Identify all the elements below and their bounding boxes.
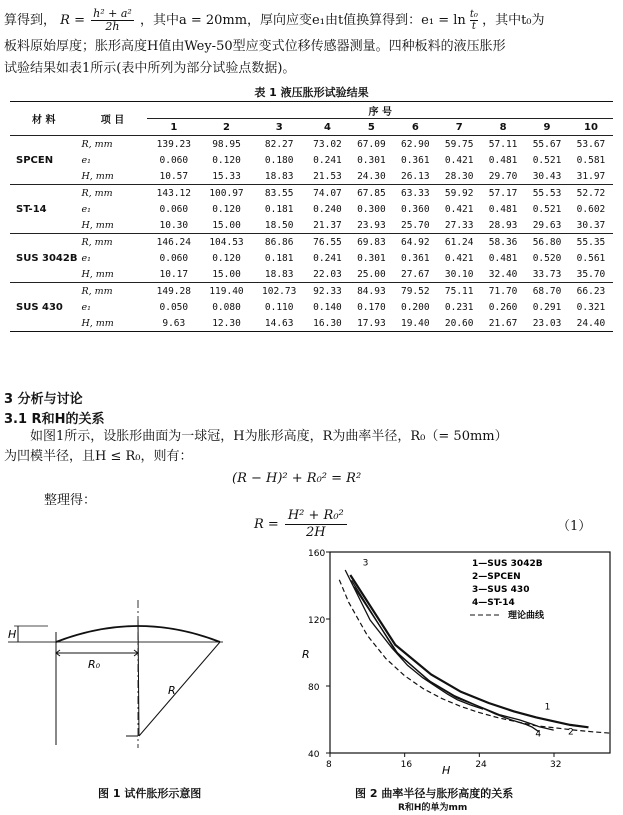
value-cell: 104.53 [200, 234, 253, 251]
header-number: 10 [584, 121, 598, 133]
value-cell: 0.301 [357, 154, 386, 166]
item-cell: H, mm [81, 219, 114, 231]
value-cell: 0.240 [313, 203, 342, 215]
value-cell: 22.03 [313, 268, 342, 280]
value-cell: 9.63 [162, 317, 186, 329]
value-cell: 30.37 [576, 219, 606, 231]
intro-line-3: 试验结果如表1所示(表中所列为部分试验点数据)。 [4, 61, 296, 76]
item-cell: R, mm [77, 234, 147, 251]
value-cell: 35.70 [576, 268, 606, 280]
value-cell: 100.97 [200, 185, 253, 202]
value-cell: 68.70 [525, 283, 569, 300]
plot-frame [330, 552, 610, 753]
value-cell: 21.37 [313, 219, 342, 231]
series-line-3 [345, 570, 483, 709]
value-cell: 59.75 [437, 136, 481, 153]
value-cell: 0.231 [444, 301, 474, 313]
value-cell: 56.80 [525, 234, 569, 251]
table-row [10, 299, 613, 315]
value-cell: 15.33 [212, 170, 241, 182]
value-cell: 57.17 [481, 185, 525, 202]
figure-1-caption: 图 1 试件胀形示意图 [98, 787, 202, 800]
item-cell: R, mm [77, 136, 147, 153]
x-tick-label: 8 [326, 760, 332, 770]
header-number: 6 [411, 121, 419, 133]
item-cell: e₁ [81, 154, 91, 166]
fraction-numerator: h² + a² [93, 7, 132, 20]
value-cell: 25.00 [357, 268, 386, 280]
item-cell: H, mm [81, 170, 114, 182]
fraction [470, 9, 478, 32]
text-fragment: ，其中a = 20mm，厚向应变e₁由t值换算得到：e₁ = ln [139, 13, 466, 28]
y-tick-label: 120 [308, 616, 326, 626]
value-cell: 84.93 [349, 283, 393, 300]
value-cell: 0.291 [532, 301, 562, 313]
value-cell: 0.421 [444, 252, 474, 264]
table-row [10, 266, 613, 283]
value-cell: 69.83 [349, 234, 393, 251]
label-R: R [168, 684, 176, 697]
table-row [10, 283, 613, 300]
subsection-heading: 3.1 R和H的关系 [4, 412, 105, 427]
value-cell: 32.40 [488, 268, 518, 280]
legend-entry: 2—SPCEN [472, 572, 521, 582]
intro-line-2: 板料原始厚度；胀形高度H值由Wey-50型应变式位移传感器测量。四种板料的液压胀形 [4, 39, 506, 54]
equation-fraction [285, 508, 347, 541]
value-cell: 15.00 [212, 268, 241, 280]
value-cell: 59.92 [437, 185, 481, 202]
formula-lhs: R = [60, 13, 85, 28]
results-table [10, 102, 613, 331]
value-cell: 0.110 [264, 301, 294, 313]
table-row [10, 315, 613, 331]
material-cell: SUS 3042B [16, 252, 78, 264]
material-cell [10, 266, 77, 283]
material-cell [10, 234, 77, 251]
value-cell: 0.140 [313, 301, 342, 313]
value-cell: 0.060 [159, 154, 189, 166]
value-cell: 17.93 [357, 317, 386, 329]
figure-2-caption: 图 2 曲率半径与胀形高度的关系 [355, 787, 514, 800]
value-cell: 0.361 [400, 252, 430, 264]
header-number: 2 [223, 121, 230, 133]
header-number: 5 [367, 121, 375, 133]
value-cell: 86.86 [253, 234, 306, 251]
material-cell [10, 283, 77, 300]
material-cell: SPCEN [16, 154, 54, 166]
value-cell: 66.23 [569, 283, 613, 300]
value-cell: 83.55 [253, 185, 306, 202]
value-cell: 0.080 [212, 301, 241, 313]
table-row [10, 217, 613, 234]
header-number: 1 [170, 121, 178, 133]
table-row [10, 152, 613, 168]
value-cell: 79.52 [393, 283, 437, 300]
value-cell: 0.520 [532, 252, 562, 264]
value-cell: 55.53 [525, 185, 569, 202]
header-number: 8 [499, 121, 507, 133]
table-row [10, 185, 613, 202]
x-tick-label: 32 [550, 760, 562, 770]
value-cell: 61.24 [437, 234, 481, 251]
value-cell: 0.561 [576, 252, 606, 264]
table-row [10, 250, 613, 266]
value-cell: 15.00 [212, 219, 241, 231]
value-cell: 139.23 [147, 136, 200, 153]
value-cell: 31.97 [576, 170, 606, 182]
text-fragment: ，其中t₀为 [482, 13, 545, 28]
value-cell: 0.120 [212, 203, 241, 215]
legend-entry: 4—ST-14 [472, 598, 515, 608]
table-caption: 表 1 液压胀形试验结果 [254, 86, 369, 99]
value-cell: 16.30 [313, 317, 342, 329]
table-row [10, 136, 613, 153]
text-fragment: 算得到， [4, 13, 57, 28]
material-cell [10, 217, 77, 234]
value-cell: 67.09 [349, 136, 393, 153]
value-cell: 10.17 [159, 268, 189, 280]
material-cell: ST-14 [16, 203, 47, 215]
header-number: 7 [455, 121, 463, 133]
value-cell: 0.321 [576, 301, 606, 313]
value-cell: 19.40 [400, 317, 430, 329]
item-cell: e₁ [81, 203, 91, 215]
value-cell: 0.181 [264, 252, 294, 264]
legend-entry: 1—SUS 3042B [472, 559, 543, 569]
curve-label: 4 [535, 729, 542, 740]
value-cell: 55.67 [525, 136, 569, 153]
value-cell: 0.421 [444, 203, 474, 215]
value-cell: 62.90 [393, 136, 437, 153]
header-number: 4 [324, 121, 331, 133]
value-cell: 18.83 [264, 170, 294, 182]
value-cell: 0.521 [532, 203, 562, 215]
figure-1-diagram [8, 590, 223, 750]
value-cell: 18.83 [264, 268, 294, 280]
value-cell: 23.93 [357, 219, 386, 231]
value-cell: 58.36 [481, 234, 525, 251]
value-cell: 102.73 [253, 283, 306, 300]
value-cell: 12.30 [212, 317, 241, 329]
value-cell: 82.27 [253, 136, 306, 153]
y-axis-label: R [302, 648, 310, 661]
value-cell: 76.55 [306, 234, 350, 251]
arrange-text: 整理得： [44, 493, 97, 508]
material-cell [10, 168, 77, 185]
curve-label: 1 [544, 702, 551, 713]
value-cell: 0.421 [444, 154, 474, 166]
axis-ticks [308, 549, 561, 770]
value-cell: 23.03 [532, 317, 562, 329]
figure-2-chart [290, 546, 615, 776]
section-heading: 3 分析与讨论 [4, 392, 83, 407]
x-axis-label: H [442, 764, 451, 776]
y-tick-label: 40 [308, 750, 320, 760]
y-tick-label: 80 [308, 683, 320, 693]
value-cell: 27.33 [444, 219, 474, 231]
legend-entry: 3—SUS 430 [472, 585, 530, 595]
value-cell: 53.67 [569, 136, 613, 153]
table-row [10, 234, 613, 251]
value-cell: 24.30 [357, 170, 386, 182]
value-cell: 0.301 [357, 252, 386, 264]
value-cell: 30.10 [444, 268, 474, 280]
value-cell: 0.170 [357, 301, 386, 313]
value-cell: 0.260 [488, 301, 518, 313]
radius-line-slant [139, 642, 220, 736]
value-cell: 52.72 [569, 185, 613, 202]
value-cell: 10.57 [159, 170, 189, 182]
value-cell: 0.241 [313, 154, 342, 166]
material-cell [10, 136, 77, 153]
value-cell: 71.70 [481, 283, 525, 300]
intro-line-1 [4, 8, 545, 33]
value-cell: 98.95 [200, 136, 253, 153]
equation-numerator: H² + R₀² [285, 508, 347, 525]
value-cell: 92.33 [306, 283, 350, 300]
value-cell: 28.93 [488, 219, 518, 231]
value-cell: 18.50 [264, 219, 294, 231]
value-cell: 0.581 [576, 154, 606, 166]
item-cell: H, mm [81, 317, 114, 329]
series-line-2 [354, 587, 554, 730]
value-cell: 0.300 [357, 203, 386, 215]
x-tick-label: 24 [475, 760, 487, 770]
value-cell: 30.43 [532, 170, 562, 182]
material-cell: SUS 430 [16, 301, 63, 313]
value-cell: 143.12 [147, 185, 200, 202]
item-cell: R, mm [77, 185, 147, 202]
value-cell: 25.70 [400, 219, 430, 231]
curve-label: 3 [362, 558, 369, 569]
value-cell: 10.30 [159, 219, 189, 231]
chart-legend [470, 559, 545, 621]
paragraph-line-2: 为凹模半径，且H ≤ R₀，则有： [4, 449, 193, 464]
value-cell: 0.241 [313, 252, 342, 264]
x-tick-label: 16 [400, 760, 413, 770]
value-cell: 0.481 [488, 154, 518, 166]
item-cell: e₁ [81, 252, 91, 264]
value-cell: 74.07 [306, 185, 350, 202]
value-cell: 0.060 [159, 203, 189, 215]
value-cell: 0.120 [212, 252, 241, 264]
label-R0: R₀ [88, 658, 101, 671]
table-row [10, 201, 613, 217]
material-cell [10, 315, 77, 331]
value-cell: 0.602 [576, 203, 606, 215]
results-table-wrap [10, 101, 613, 332]
table-row [10, 168, 613, 185]
header-item: 项 目 [100, 115, 125, 126]
figure-2-subcaption: R和H的单为mm [398, 803, 468, 813]
value-cell: 33.73 [532, 268, 562, 280]
header-number: 9 [543, 121, 551, 133]
value-cell: 73.02 [306, 136, 350, 153]
value-cell: 67.85 [349, 185, 393, 202]
value-cell: 29.70 [488, 170, 518, 182]
item-cell: e₁ [81, 301, 91, 313]
value-cell: 0.481 [488, 203, 518, 215]
value-cell: 14.63 [264, 317, 294, 329]
value-cell: 63.33 [393, 185, 437, 202]
value-cell: 75.11 [437, 283, 481, 300]
value-cell: 0.180 [264, 154, 294, 166]
value-cell: 24.40 [576, 317, 606, 329]
value-cell: 0.050 [159, 301, 189, 313]
value-cell: 119.40 [200, 283, 253, 300]
results-body [10, 136, 613, 332]
curve-label: 2 [568, 727, 574, 738]
legend-entry: 理论曲线 [508, 611, 545, 621]
equation-lhs: R = [254, 517, 279, 532]
equation-denominator: 2H [305, 525, 326, 540]
label-H: H [8, 628, 17, 641]
material-cell [10, 185, 77, 202]
value-cell: 0.360 [400, 203, 430, 215]
fraction-denominator: 2h [105, 20, 120, 33]
header-sequence: 序 号 [147, 102, 613, 119]
value-cell: 57.11 [481, 136, 525, 153]
value-cell: 21.53 [313, 170, 342, 182]
value-cell: 0.521 [532, 154, 562, 166]
value-cell: 27.67 [400, 268, 430, 280]
fraction [91, 8, 134, 33]
paragraph-line-1: 如图1所示，设胀形曲面为一球冠，H为胀形高度，R为曲率半径，R₀（= 50mm） [30, 429, 508, 444]
value-cell: 21.67 [488, 317, 518, 329]
value-cell: 146.24 [147, 234, 200, 251]
value-cell: 29.63 [532, 219, 562, 231]
fraction-numerator: t₀ [469, 9, 478, 20]
item-cell: R, mm [77, 283, 147, 300]
item-cell: H, mm [81, 268, 114, 280]
equation-1 [254, 508, 347, 541]
header-number: 3 [275, 121, 283, 133]
y-tick-label: 160 [308, 549, 326, 559]
value-cell: 20.60 [444, 317, 474, 329]
equation-circle: (R − H)² + R₀² = R² [232, 471, 362, 486]
value-cell: 0.200 [400, 301, 430, 313]
value-cell: 149.28 [147, 283, 200, 300]
value-cell: 0.060 [159, 252, 189, 264]
value-cell: 0.181 [264, 203, 294, 215]
value-cell: 26.13 [400, 170, 430, 182]
equation-number: （1） [557, 519, 592, 534]
value-cell: 55.35 [569, 234, 613, 251]
value-cell: 0.481 [488, 252, 518, 264]
value-cell: 0.120 [212, 154, 241, 166]
value-cell: 0.361 [400, 154, 430, 166]
value-cell: 64.92 [393, 234, 437, 251]
header-material: 材 料 [31, 115, 56, 126]
fraction-denominator: t [471, 21, 476, 32]
value-cell: 28.30 [444, 170, 474, 182]
